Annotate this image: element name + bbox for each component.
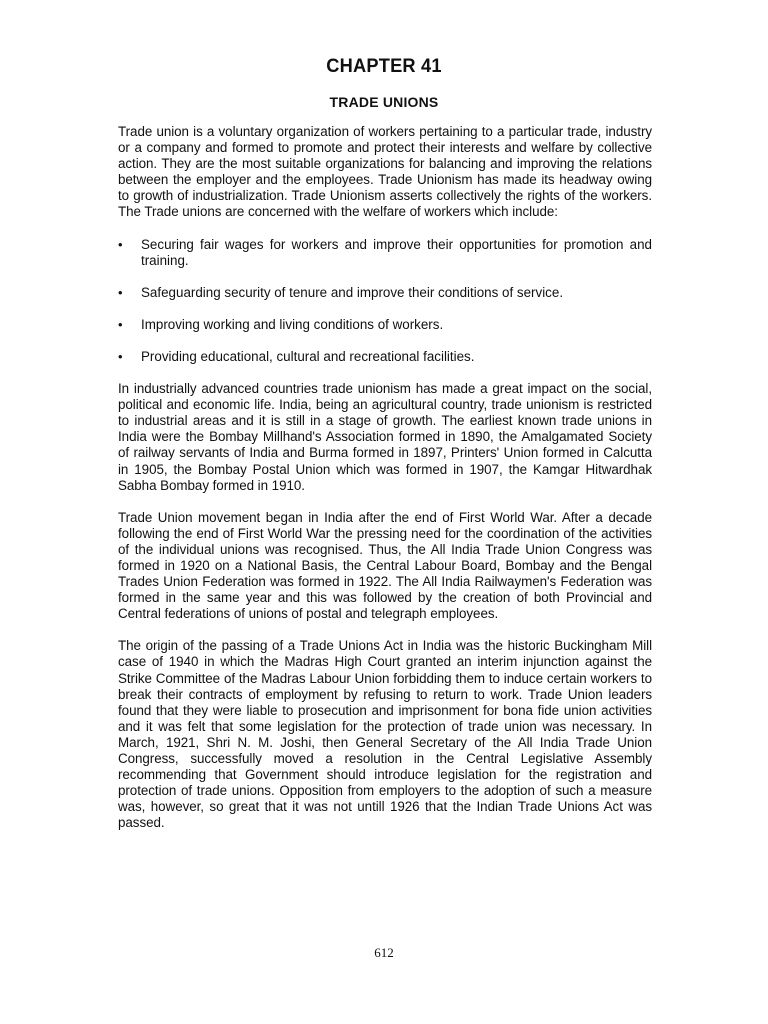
bullet-text: Safeguarding security of tenure and improve their conditions of service. [141, 284, 564, 300]
document-body [118, 124, 652, 847]
bullet-icon: • [118, 284, 123, 300]
bullet-text: Securing fair wages for workers and improve their opportunities for promotion and training. [141, 236, 652, 268]
bullet-text: Improving working and living conditions of workers. [141, 316, 444, 332]
body-paragraph: The origin of the passing of a Trade Unions Act in India was the historic Buckingham Mill case of 1940 in which the Madras High Court granted an interim injunction against the Strike Committee of the Madras Labour Union forbidding them to induce certain workers to break their contracts of employment by refusing to return to work. Trade Union leaders found that they were liable to prosecution and imprisonment for bona fide union activities and it was felt that some legislation for the protection of trade union was necessary. In March, 1921, Shri N. M. Joshi, then General Secretary of the All India Trade Union Congress, successfully moved a resolution in the Central Legislative Assembly recommending that Government should introduce legislation for the registration and protection of trade unions. Opposition from employers to the adoption of such a measure was, however, so great that it was not untill 1926 that the Indian Trade Unions Act was passed. [118, 638, 652, 831]
bullet-text: Providing educational, cultural and recreational facilities. [141, 348, 475, 364]
chapter-title: TRADE UNIONS [329, 94, 439, 110]
bullet-item [118, 349, 652, 365]
bullet-icon: • [118, 316, 123, 332]
bullet-item [118, 317, 652, 333]
body-paragraph: In industrially advanced countries trade unionism has made a great impact on the social, political and economic life. India, being an agricultural country, trade unionism is restricted to industrial areas and it is still in a stage of growth. The earliest known trade unions in India were the Bombay Millhand's Association formed in 1890, the Amalgamated Society of railway servants of India and Burma formed in 1897, Printers' Union formed in Calcutta in 1905, the Bombay Postal Union which was formed in 1907, the Kamgar Hitwardhak Sabha Bombay formed in 1910. [118, 381, 652, 493]
welfare-bullet-list [118, 237, 652, 365]
bullet-item [118, 285, 652, 301]
bullet-item [118, 237, 652, 269]
page-number: 612 [374, 945, 394, 960]
bullet-icon: • [118, 348, 123, 364]
bullet-icon: • [118, 236, 123, 252]
intro-paragraph: Trade union is a voluntary organization of workers pertaining to a particular trade, industry or a company and formed to promote and protect their interests and welfare by collective action. They are the most suitable organizations for balancing and improving the relations between the employer and the employees. Trade Unionism has made its headway owing to growth of industrialization. Trade Unionism asserts collectively the rights of the workers. The Trade unions are concerned with the welfare of workers which include: [118, 124, 652, 220]
body-paragraph: Trade Union movement began in India after the end of First World War. After a decade following the end of First World War the pressing need for the coordination of the activities of the individual unions was recognised. Thus, the All India Trade Union Congress was formed in 1920 on a National Basis, the Central Labour Board, Bombay and the Bengal Trades Union Federation was formed in 1922. The All India Railwaymen's Federation was formed in the same year and this was followed by the creation of both Provincial and Central federations of unions of postal and telegraph employees. [118, 509, 652, 622]
chapter-heading: CHAPTER 41 [326, 56, 442, 77]
